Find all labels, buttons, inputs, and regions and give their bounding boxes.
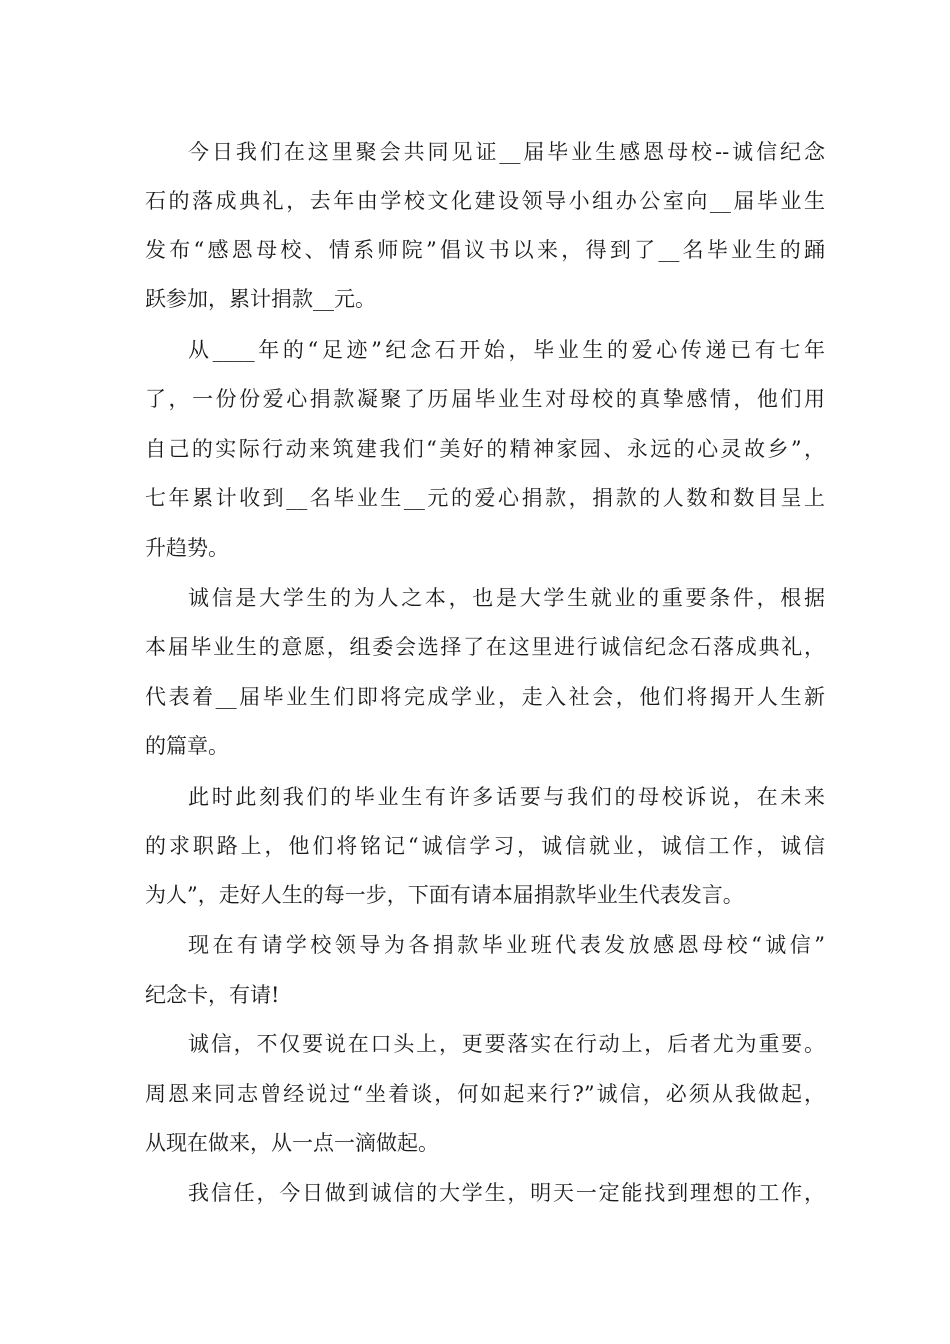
paragraph-3-line-3: 代表着__届毕业生们即将完成学业，走入社会，他们将揭开人生新 [145, 685, 825, 709]
paragraph-6-line-1: 诚信，不仅要说在口头上，更要落实在行动上，后者尤为重要。 [188, 1032, 825, 1056]
paragraph-4-line-3: 为人”，走好人生的每一步，下面有请本届捐款毕业生代表发言。 [145, 883, 744, 907]
paragraph-3-line-2: 本届毕业生的意愿，组委会选择了在这里进行诚信纪念石落成典礼， [145, 635, 825, 659]
paragraph-7-line-1: 我信任，今日做到诚信的大学生，明天一定能找到理想的工作， [188, 1181, 825, 1205]
paragraph-2-line-2: 了，一份份爱心捐款凝聚了历届毕业生对母校的真挚感情，他们用 [145, 387, 825, 411]
paragraph-2-line-3: 自己的实际行动来筑建我们“美好的精神家园、永远的心灵故乡”， [145, 437, 825, 461]
paragraph-3-line-1: 诚信是大学生的为人之本，也是大学生就业的重要条件，根据 [188, 586, 825, 610]
paragraph-1-line-4: 跃参加，累计捐款__元。 [145, 287, 376, 311]
paragraph-4-line-1: 此时此刻我们的毕业生有许多话要与我们的母校诉说，在未来 [188, 785, 825, 809]
paragraph-6-line-2: 周恩来同志曾经说过“坐着谈，何如起来行?”诚信，必须从我做起， [145, 1082, 825, 1106]
paragraph-6-line-3: 从现在做来，从一点一滴做起。 [145, 1131, 439, 1155]
paragraph-1-line-1: 今日我们在这里聚会共同见证__届毕业生感恩母校--诚信纪念 [188, 140, 825, 164]
paragraph-1-line-3: 发布“感恩母校、情系师院”倡议书以来，得到了__名毕业生的踊 [145, 238, 825, 262]
paragraph-2-line-4: 七年累计收到__名毕业生__元的爱心捐款，捐款的人数和数目呈上 [145, 486, 825, 510]
paragraph-2-line-5: 升趋势。 [145, 536, 229, 560]
paragraph-5-line-2: 纪念卡，有请! [145, 983, 280, 1007]
paragraph-4-line-2: 的求职路上，他们将铭记“诚信学习，诚信就业，诚信工作，诚信 [145, 834, 825, 858]
paragraph-1-line-2: 石的落成典礼，去年由学校文化建设领导小组办公室向__届毕业生 [145, 189, 825, 213]
paragraph-5-line-1: 现在有请学校领导为各捐款毕业班代表发放感恩母校“诚信” [188, 933, 825, 957]
paragraph-3-line-4: 的篇章。 [145, 734, 229, 758]
paragraph-2-line-1: 从____年的“足迹”纪念石开始，毕业生的爱心传递已有七年 [188, 338, 825, 362]
